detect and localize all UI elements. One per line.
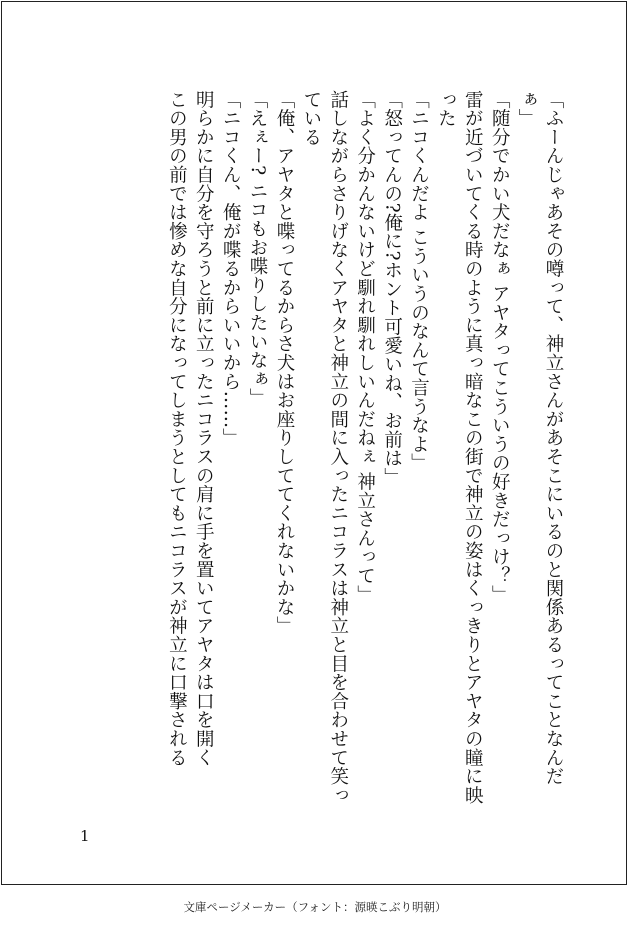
text-line-11: 明らかに自分を守ろうと前に立ったニコラスの肩に手を置いてアヤタは口を開く [193, 90, 215, 767]
text-line-4: 「ニコくんだよ こういうのなんて言うなよ」 [408, 90, 430, 473]
vertical-text-body [81, 90, 566, 810]
text-line-5: 「怒ってんの?俺に?ホント可愛いね、お前は」 [381, 90, 403, 487]
page-number: 1 [80, 827, 90, 845]
text-line-10: 「ニコくん、俺が喋るからいいから……」 [220, 90, 242, 448]
text-line-8: 「俺、アヤタと喋ってるからさ犬はお座りしててくれないかな」 [273, 90, 295, 636]
text-line-1: 「ふーんじゃあその噂って、神立さんがあそこにいるのと関係あるってことなんだぁ」 [516, 90, 564, 786]
text-line-3: 雷が近づいてくる時のように真っ暗なこの街で神立の姿はくっきりとアヤタの瞳に映った [435, 90, 484, 805]
text-line-12: この男の前では惨めな自分になってしまうとしてもニコラスが神立に口撃される [166, 90, 188, 767]
text-line-2: 「随分でかい犬だなぁ アヤタってこういうの好きだっけ？」 [489, 90, 511, 604]
text-line-9: 「えぇー? ニコもお喋りしたいなぁ」 [247, 90, 269, 408]
footer-credit: 文庫ページメーカー（フォント：源暎こぶり明朝） [183, 900, 447, 914]
text-line-7: 話しながらさりげなくアヤタと神立の間に入ったニコラスは神立と目を合わせて笑っている [300, 90, 349, 805]
page-frame [1, 1, 627, 885]
text-line-6: 「よく分かんないけど馴れ馴れしいんだねぇ 神立さんって」 [354, 90, 376, 604]
